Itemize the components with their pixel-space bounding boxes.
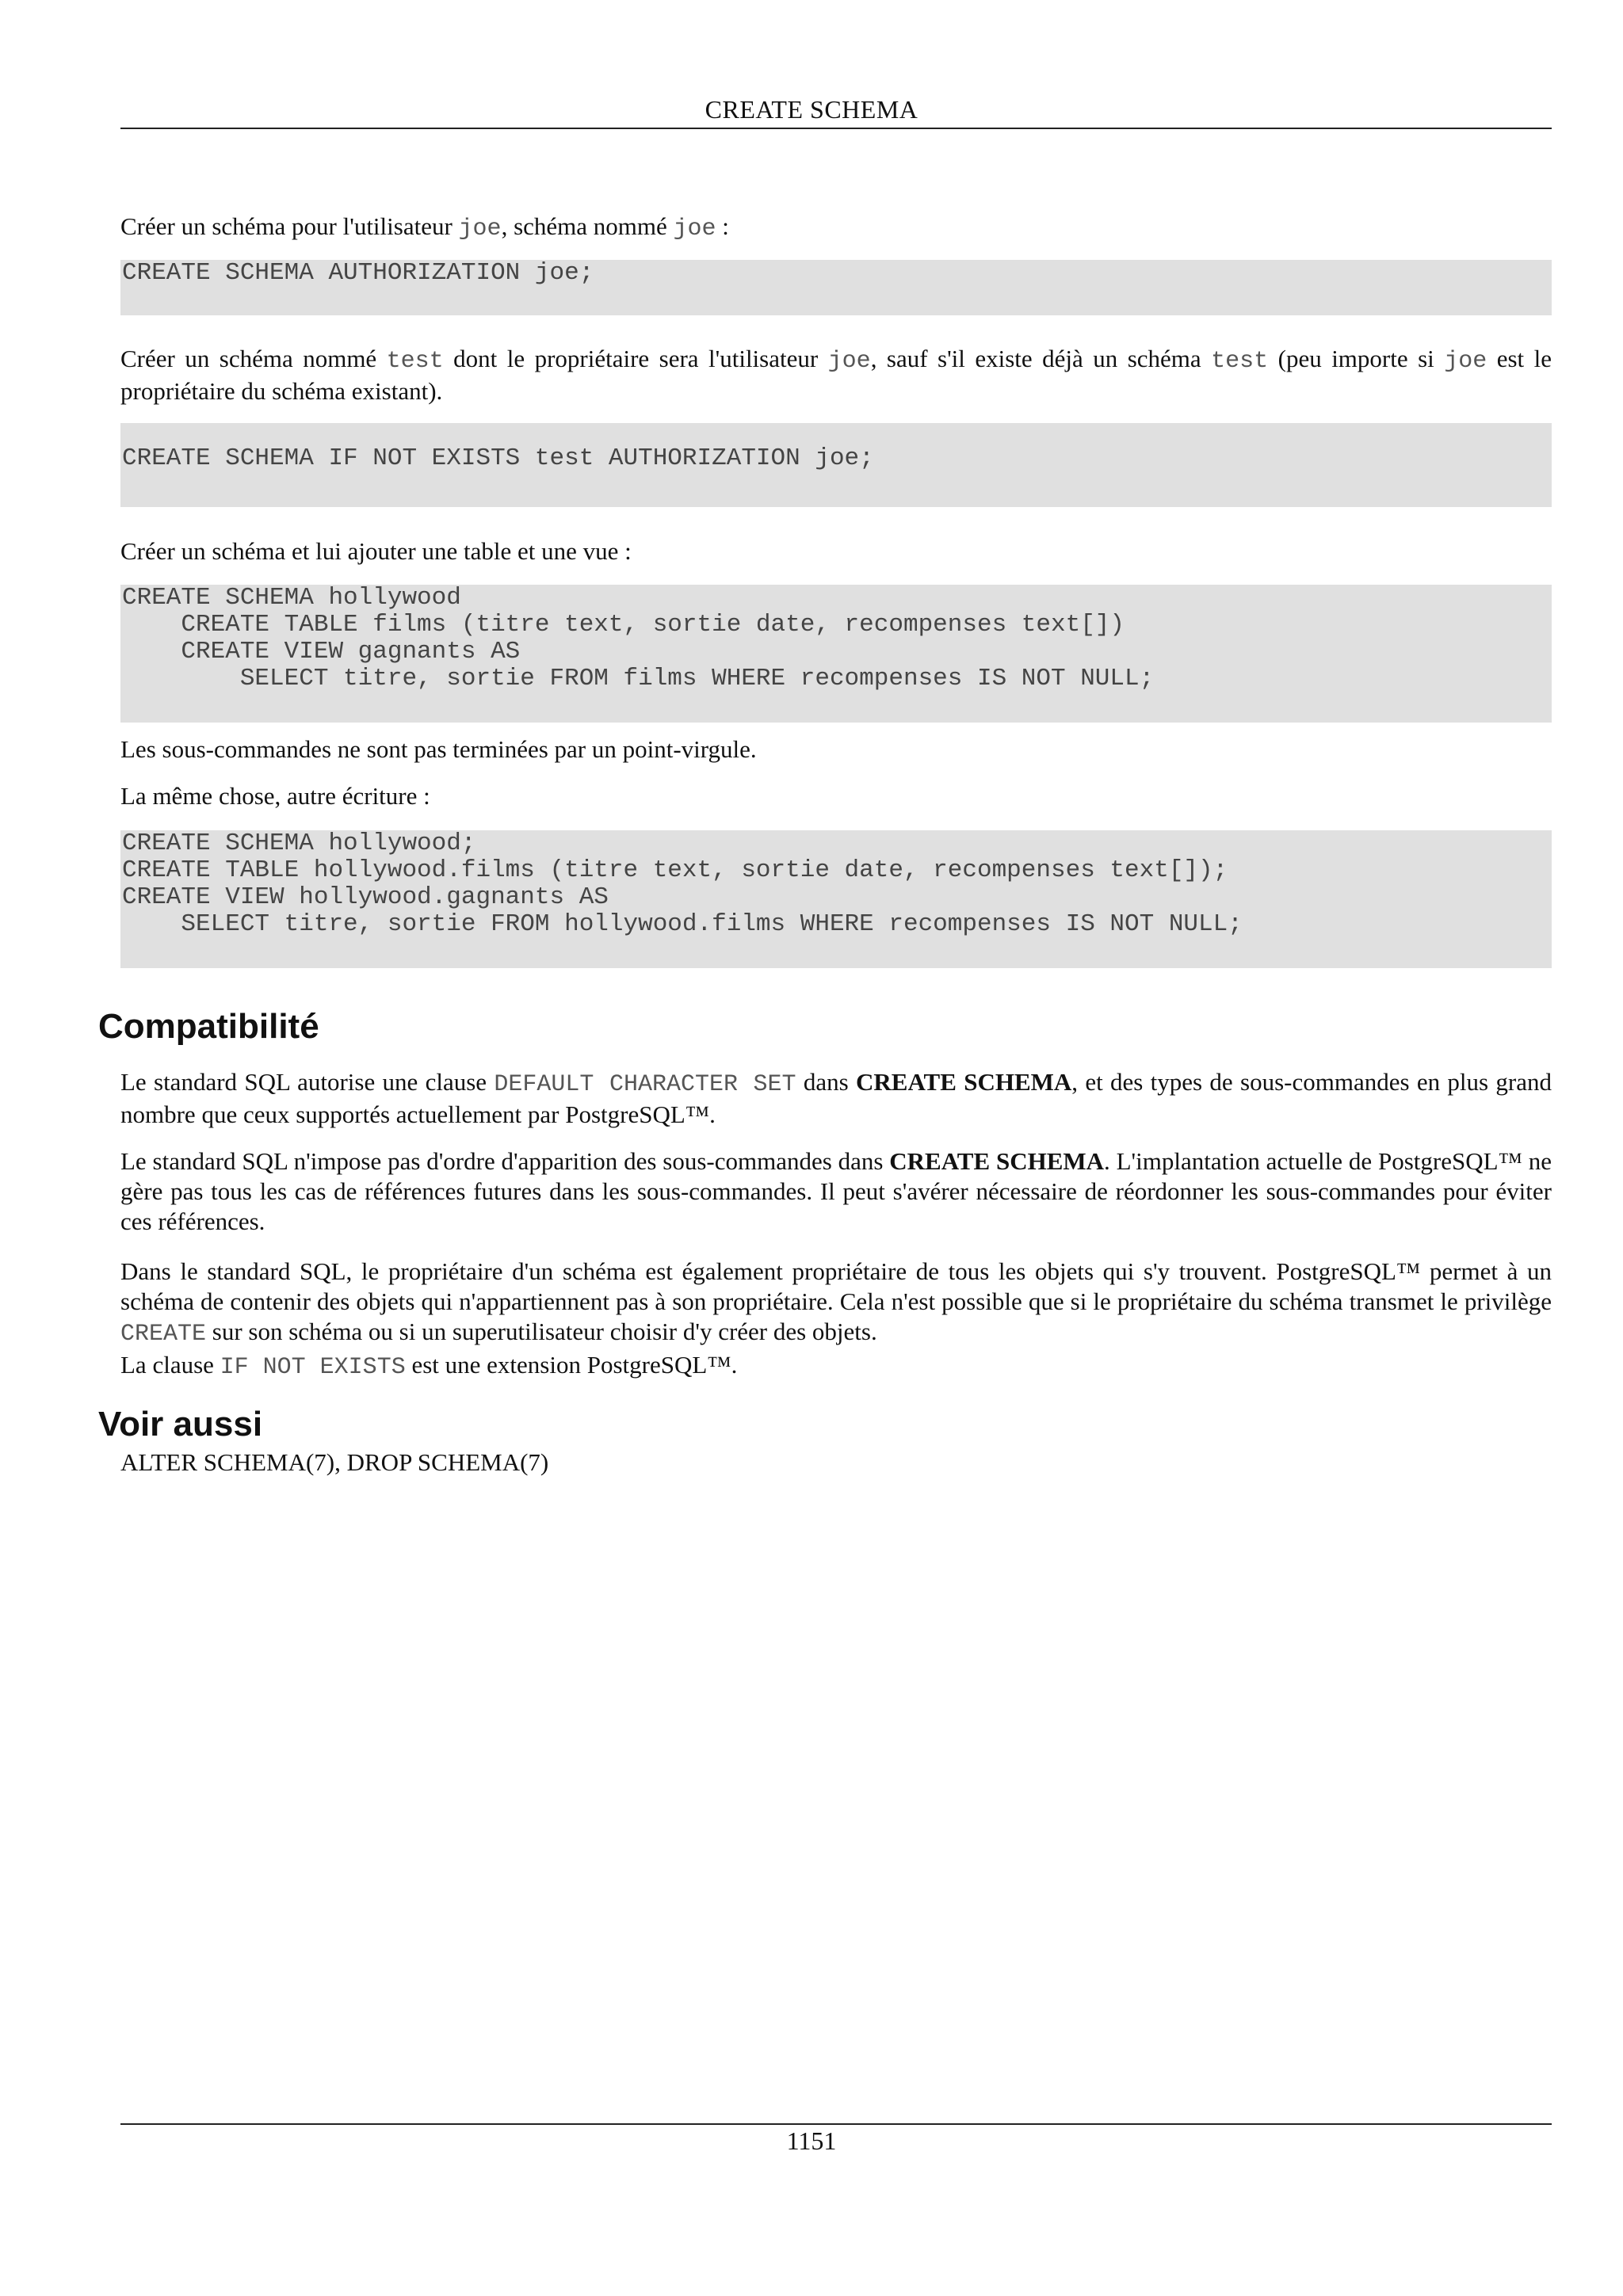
code-block-2: CREATE SCHEMA IF NOT EXISTS test AUTHORIZATION joe; [120,423,1552,507]
ex1-text-0: Créer un schéma pour l'utilisateur [120,212,459,240]
compat-p1-code: DEFAULT CHARACTER SET [494,1071,796,1098]
ex2-text-6: (peu importe si [1268,345,1445,372]
compat-p4-code: IF NOT EXISTS [220,1354,406,1381]
compat-p1-text-4: , et des types de sous-commandes en plus grand nombre que ceux supportés actuellement par PostgreSQL™. [120,1068,1552,1128]
note-no-semicolon: Les sous-commandes ne sont pas terminées par un point-virgule. [120,735,757,763]
ex2-text-4: , sauf s'il existe déjà un schéma [870,345,1212,372]
compat-paragraph-2 [120,1146,1552,1237]
ex2-text-8: est le propriétaire du schéma existant). [120,345,1552,405]
ex1-user-code: joe [458,215,502,242]
compat-p4-text-2: est une extension PostgreSQL™. [405,1351,738,1379]
ex1-text-4: : [716,212,729,240]
compat-paragraph-4 [120,1350,1552,1383]
compat-p1-text-0: Le standard SQL autorise une clause [120,1068,495,1096]
running-header: CREATE SCHEMA [705,95,918,124]
ex2-test-code: test [386,348,444,375]
compat-p4-text-0: La clause [120,1351,220,1379]
ex2-joe-code-2: joe [1444,348,1487,375]
see-also-heading: Voir aussi [98,1405,263,1444]
header-rule [120,128,1552,129]
ex2-joe-code: joe [827,348,871,375]
code-block-3: CREATE SCHEMA hollywood CREATE TABLE films (titre text, sortie date, recompenses text[]) CREATE VIEW gagnants AS SELECT titre, sortie FROM films WHERE recompenses IS NOT NULL; [120,585,1552,723]
compat-p3-text-0: Dans le standard SQL, le propriétaire d'un schéma est également propriétaire de tous les objets qui s'y trouvent. PostgreSQL™ permet à un schéma de contenir des objets qui n'appartiennent pas à son propriétaire. Cela n'est possible que si le propriétaire du schéma transmet le privilège [120,1257,1552,1315]
code-block-4: CREATE SCHEMA hollywood; CREATE TABLE hollywood.films (titre text, sortie date, recompenses text[]); CREATE VIEW hollywood.gagnants AS SELECT titre, sortie FROM hollywood.films WHERE recompenses IS NOT NULL; [120,830,1552,968]
example-1-description [120,212,1552,244]
compat-p2-text-2: . L'implantation actuelle de PostgreSQL™ ne gère pas tous les cas de références futures dans les sous-commandes. Il peut s'avérer nécessaire de réordonner les sous-commandes pour éviter ces références. [120,1147,1552,1235]
example-2-description [120,344,1552,406]
compat-p3-code: CREATE [120,1321,207,1348]
page-number: 1151 [786,2126,837,2155]
ex1-schema-code: joe [673,215,716,242]
see-also-links[interactable]: ALTER SCHEMA(7), DROP SCHEMA(7) [120,1448,549,1476]
compat-p1-command: CREATE SCHEMA [856,1068,1072,1096]
compat-paragraph-1 [120,1067,1552,1130]
compat-p2-command: CREATE SCHEMA [889,1147,1105,1175]
compat-paragraph-3 [120,1257,1552,1349]
ex2-test-code-2: test [1211,348,1269,375]
ex2-text-0: Créer un schéma nommé [120,345,387,372]
compatibility-heading: Compatibilité [98,1007,319,1046]
code-block-1: CREATE SCHEMA AUTHORIZATION joe; [120,260,1552,315]
ex2-text-2: dont le propriétaire sera l'utilisateur [443,345,828,372]
compat-p1-text-2: dans [796,1068,857,1096]
example-3-description: Créer un schéma et lui ajouter une table et une vue : [120,537,632,565]
ex1-text-2: , schéma nommé [501,212,674,240]
note-alternative: La même chose, autre écriture : [120,782,430,810]
compat-p2-text-0: Le standard SQL n'impose pas d'ordre d'apparition des sous-commandes dans [120,1147,890,1175]
compat-p3-text-2: sur son schéma ou si un superutilisateur choisir d'y créer des objets. [206,1318,877,1345]
